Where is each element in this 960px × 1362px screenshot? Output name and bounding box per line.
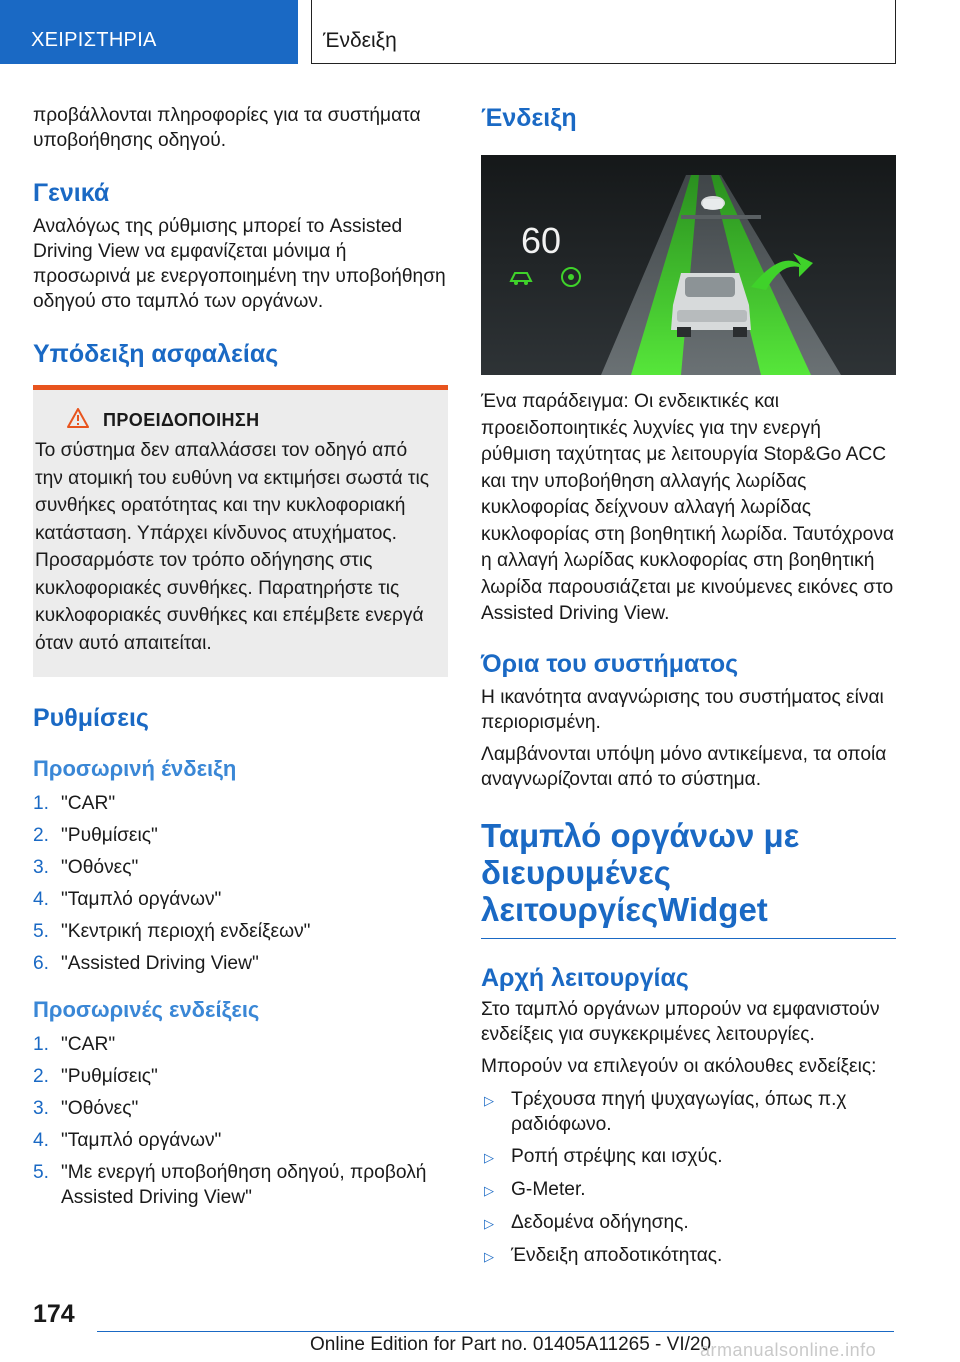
list-item: 1. "CAR" — [33, 1034, 116, 1055]
triangle-bullet-icon: ▷ — [484, 1149, 494, 1165]
list-item: ▷ Δεδομένα οδήγησης. — [481, 1210, 896, 1236]
left-column — [33, 95, 448, 1217]
warning-triangle-icon — [67, 408, 89, 433]
list-item: ▷ Ένδειξη αποδοτικότητας. — [481, 1243, 896, 1269]
list-item: 3. "Οθόνες" — [33, 1098, 139, 1119]
heading-settings: Ρυθμίσεις — [33, 704, 149, 732]
list-item: 2. "Ρυθμίσεις" — [33, 825, 158, 846]
triangle-bullet-icon: ▷ — [484, 1182, 494, 1198]
principle-paragraph-2: Μπορούν να επιλεγούν οι ακόλουθες ενδείξεις: — [481, 1055, 877, 1077]
figure-caption: Ένα παράδειγμα: Οι ενδεικτικές και προειδοποιητικές λυχνίες για την ενεργή ρύθμιση ταχύτητας με λειτουργία Stop&Go ACC και την υποβοήθηση αλλαγής λωρίδας κυκλοφορίας δείχνουν αλλαγή λωρίδας κυκλοφορίας στη βοηθητική λωρίδα. Ταυτόχρονα η αλλαγή λωρίδας κυκλοφορίας στη βοηθητική λωρίδα παρουσιάζεται με κινούμενες εικόνες στο Assisted Driving View. — [481, 391, 895, 624]
limits-paragraph-2: Λαμβάνονται υπόψη μόνο αντικείμενα, τα οποία αναγνωρίζονται από το σύστημα. — [481, 743, 887, 790]
list-item: 4. "Ταμπλό οργάνων" — [33, 889, 222, 910]
warning-text: Το σύστημα δεν απαλλάσσει τον οδηγό από την ατομική του ευθύνη να εκτιμήσει σωστά τις συνθήκες ορατότητας και την κυκλοφοριακή κατάσταση. Υπάρχει κίνδυνος ατυχήματος. Προσαρμόστε τον τρόπο οδήγησης στις κυκλοφοριακές συνθήκες. Παρατηρήστε τις κυκλοφοριακές συνθήκες και επέμβετε ενεργά όταν αυτό απαιτείται. — [35, 440, 429, 654]
list-item: 2. "Ρυθμίσεις" — [33, 1066, 158, 1087]
footer-rule — [97, 1331, 894, 1332]
widget-options-list — [481, 1087, 896, 1269]
list-item: 3. "Οθόνες" — [33, 857, 139, 878]
heading-principle: Αρχή λειτουργίας — [481, 963, 689, 992]
warning-title: ΠΡΟΕΙΔΟΠΟΙΗΣΗ — [103, 410, 260, 430]
limits-paragraph-1: Η ικανότητα αναγνώρισης του συστήματος είναι περιορισμένη. — [481, 686, 884, 733]
list-temp-display — [33, 791, 448, 976]
footer-edition: Online Edition for Part no. 01405A11265 - VI/20 — [310, 1334, 712, 1355]
warning-box — [33, 385, 448, 677]
header-chapter-title: Ένδειξη — [312, 0, 896, 64]
principle-paragraph-1: Στο ταμπλό οργάνων μπορούν να εμφανιστούν ενδείξεις για συγκεκριμένες λειτουργίες. — [481, 998, 880, 1045]
heading-temp-displays: Προσωρινές ενδείξεις — [33, 997, 260, 1022]
list-item: 6. "Assisted Driving View" — [33, 953, 259, 974]
triangle-bullet-icon: ▷ — [484, 1092, 494, 1108]
figure-speed-readout: 60 — [521, 220, 562, 261]
triangle-bullet-icon: ▷ — [484, 1248, 494, 1264]
heading-widget: Ταμπλό οργάνων με διευρυμένες λειτουργίεςWidget — [481, 816, 800, 928]
heading-system-limits: Όρια του συστήματος — [481, 649, 739, 678]
header-section-tab[interactable]: ΧΕΙΡΙΣΤΗΡΙΑ — [0, 0, 298, 64]
heading-underline — [481, 938, 896, 939]
assisted-driving-view-illustration — [481, 155, 896, 375]
general-paragraph: Αναλόγως της ρύθμισης μπορεί το Assisted Driving View να εμφανίζεται μόνιμα ή προσωρινά με ενεργοποιημένη την υποβοήθηση οδηγού στο ταμπλό των οργάνων. — [33, 216, 446, 312]
list-item: ▷ Ροπή στρέψης και ισχύς. — [481, 1144, 896, 1170]
list-item: 5. "Με ενεργή υποβοήθηση οδηγού, προβολή Assisted Driving View" — [33, 1162, 427, 1208]
list-temp-displays — [33, 1032, 448, 1210]
heading-safety: Υπόδειξη ασφαλείας — [33, 340, 279, 368]
list-item: ▷ Τρέχουσα πηγή ψυχαγωγίας, όπως π.χ ραδιόφωνο. — [481, 1087, 896, 1137]
list-item: ▷ G-Meter. — [481, 1177, 896, 1203]
right-column — [481, 95, 896, 1276]
list-item: 1. "CAR" — [33, 793, 116, 814]
list-item: 4. "Ταμπλό οργάνων" — [33, 1130, 222, 1151]
heading-general: Γενικά — [33, 179, 110, 207]
list-item: 5. "Κεντρική περιοχή ενδείξεων" — [33, 921, 311, 942]
intro-paragraph: προβάλλονται πληροφορίες για τα συστήματα υποβοήθησης οδηγού. — [33, 105, 421, 151]
page-number: 174 — [33, 1300, 75, 1328]
heading-temp-display: Προσωρινή ένδειξη — [33, 756, 237, 781]
heading-display: Ένδειξη — [481, 104, 577, 132]
watermark: armanualsonline.info — [700, 1340, 877, 1360]
triangle-bullet-icon: ▷ — [484, 1215, 494, 1231]
assisted-driving-view-figure — [481, 155, 896, 375]
